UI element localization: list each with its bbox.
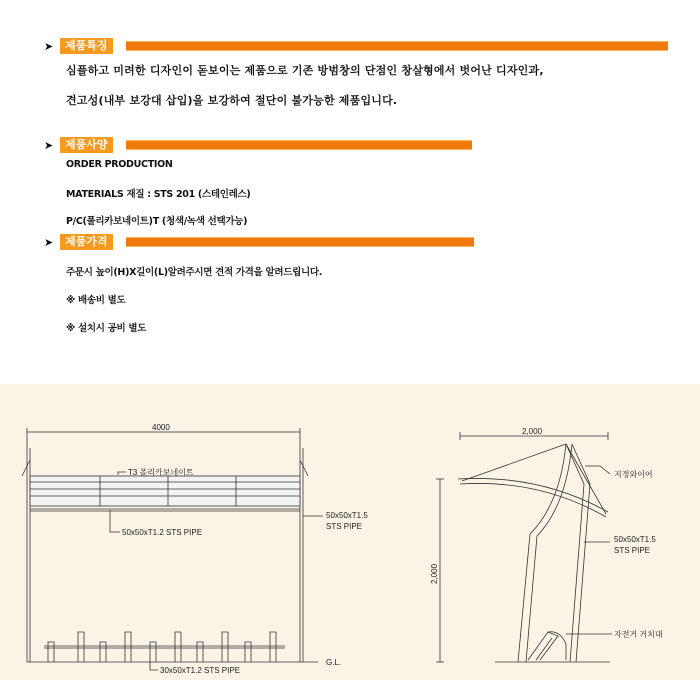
price-line-2: ※ 배송비 별도: [66, 295, 126, 306]
label-pipe-mid: 50x50xT1.2 STS PIPE: [122, 528, 203, 537]
price-line-3: ※ 설치시 공비 별도: [66, 323, 147, 334]
section-header-specs: [44, 136, 113, 154]
label-wire: 지정와이어: [614, 470, 653, 479]
front-width-dim: 4000: [152, 423, 170, 432]
label-polycarbonate: T3 폴리카보네이트: [128, 468, 194, 477]
side-view: [436, 432, 612, 662]
specs-line-1: ORDER PRODUCTION: [66, 159, 173, 170]
drawing-svg: [0, 384, 700, 680]
label-front-post-1: 50x50xT1.5: [326, 511, 368, 520]
specs-line-3: P/C(폴리카보네이트)T (청색/녹색 선택가능): [66, 216, 248, 227]
section-header-price: [44, 233, 113, 251]
section-divider: [126, 140, 472, 150]
side-width-dim: 2,000: [522, 427, 543, 436]
section-title-specs: 제품사양: [60, 137, 113, 153]
features-line-1: 심플하고 미려한 디자인이 돋보이는 제품으로 기존 방범창의 단점인 창살형에서 벗어난 디자인과,: [66, 64, 544, 77]
arrow-icon: ➤: [44, 235, 54, 249]
arrow-icon: ➤: [44, 138, 54, 152]
front-view: [22, 428, 323, 670]
arrow-icon: ➤: [44, 39, 54, 53]
technical-drawing: [0, 384, 700, 680]
label-front-post-2: STS PIPE: [326, 522, 363, 531]
specs-line-2: MATERIALS 재질 : STS 201 (스테인레스): [66, 189, 251, 200]
section-divider: [126, 237, 474, 247]
label-base-pipe: 30x50xT1.2 STS PIPE: [160, 666, 241, 675]
section-title-price: 제품가격: [60, 234, 113, 250]
label-bike-rack: 자전거 거치대: [614, 630, 663, 639]
section-divider: [126, 41, 668, 51]
front-bike-stands: [44, 632, 285, 662]
features-line-2: 견고성(내부 보강대 삽입)을 보강하여 절단이 불가능한 제품입니다.: [66, 94, 398, 107]
price-line-1: 주문시 높이(H)X길이(L)알려주시면 견적 가격을 알려드립니다.: [66, 267, 323, 278]
section-title-features: 제품특징: [60, 38, 113, 54]
label-side-post-1: 50x50xT1.5: [614, 535, 656, 544]
label-ground: G.L.: [326, 658, 342, 667]
side-height-dim: 2,000: [430, 563, 439, 584]
section-header-features: [44, 37, 113, 55]
label-side-post-2: STS PIPE: [614, 546, 651, 555]
